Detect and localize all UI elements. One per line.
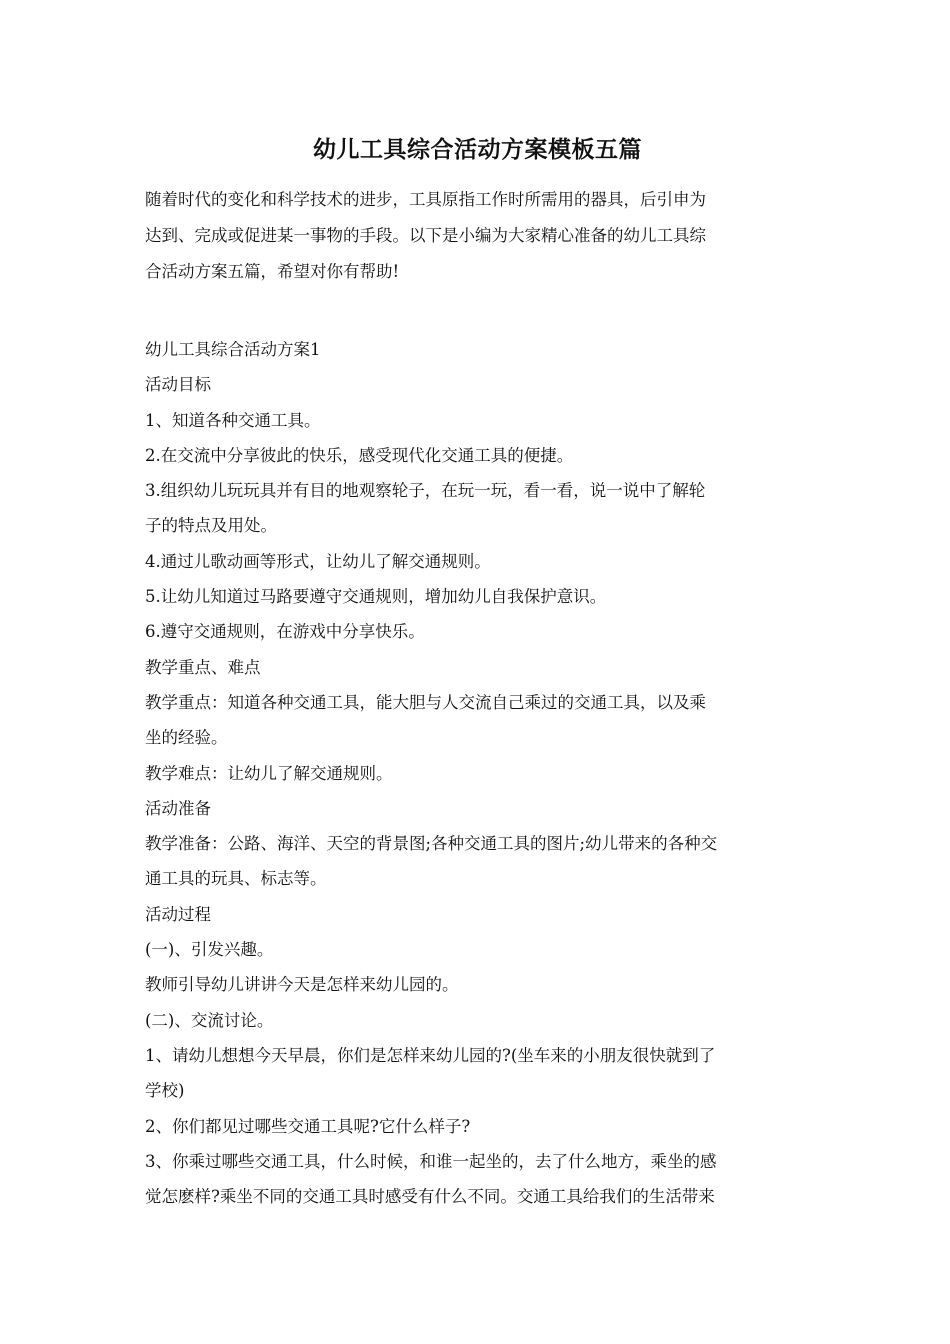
body-line: 1、知道各种交通工具。 [145,410,321,430]
body-line: 觉怎麽样?乘坐不同的交通工具时感受有什么不同。交通工具给我们的生活带来 [145,1187,715,1207]
body-line: (二)、交流讨论。 [145,1010,274,1030]
document-body [145,332,810,1214]
body-line: 教学重点：知道各种交通工具，能大胆与人交流自己乘过的交通工具，以及乘 [145,692,706,712]
body-line: 1、请幼儿想想今天早晨，你们是怎样来幼儿园的?(坐车来的小朋友很快就到了 [145,1045,716,1065]
subsection-heading: 活动目标 [145,375,211,395]
subsection-heading: 教学重点、难点 [145,657,261,677]
document-title: 幼儿工具综合活动方案模板五篇 [313,136,642,163]
body-line: 坐的经验。 [145,728,228,748]
body-line: 6.遵守交通规则，在游戏中分享快乐。 [145,622,425,642]
body-line: 子的特点及用处。 [145,516,277,536]
paragraph-spacer [145,290,810,332]
body-line: 学校) [145,1081,185,1101]
subsection-heading: 活动过程 [145,904,211,924]
body-line: 通工具的玩具、标志等。 [145,869,327,889]
intro-line: 随着时代的变化和科学技术的进步，工具原指工作时所需用的器具，后引申为 [145,190,706,209]
intro-paragraph [145,182,810,290]
document-page [145,130,810,1214]
body-line: 教师引导幼儿讲讲今天是怎样来幼儿园的。 [145,975,459,995]
body-line: 教学难点：让幼儿了解交通规则。 [145,763,393,783]
body-line: 5.让幼儿知道过马路要遵守交通规则，增加幼儿自我保护意识。 [145,587,607,607]
body-line: 3、你乘过哪些交通工具，什么时候，和谁一起坐的，去了什么地方，乘坐的感 [145,1151,717,1171]
subsection-heading: 活动准备 [145,798,211,818]
body-line: 教学准备：公路、海洋、天空的背景图;各种交通工具的图片;幼儿带来的各种交 [145,834,718,854]
body-line: (一)、引发兴趣。 [145,940,274,960]
body-line: 2、你们都见过哪些交通工具呢?它什么样子? [145,1116,471,1136]
body-line: 4.通过儿歌动画等形式，让幼儿了解交通规则。 [145,551,491,571]
body-line: 2.在交流中分享彼此的快乐，感受现代化交通工具的便捷。 [145,445,574,465]
intro-line: 达到、完成或促进某一事物的手段。以下是小编为大家精心准备的幼儿工具综 [145,226,706,245]
intro-line: 合活动方案五篇，希望对你有帮助! [145,262,400,281]
body-line: 3.组织幼儿玩玩具并有目的地观察轮子，在玩一玩，看一看，说一说中了解轮 [145,481,706,501]
section-heading: 幼儿工具综合活动方案1 [145,340,321,359]
